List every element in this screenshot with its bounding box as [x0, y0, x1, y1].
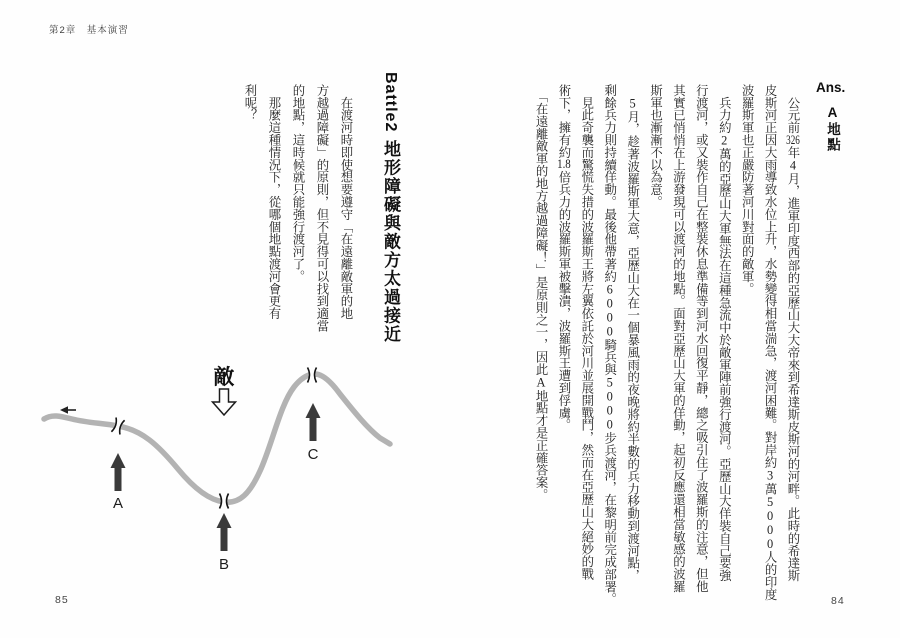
text-column: 「在遠離敵軍的地方越過障礙！」是原則之一，因此A地點才是正確答案。 [534, 84, 549, 502]
text-column: 其實已悄悄在上游發現可以渡河的地點。面對亞歷山大軍的佯動，起初反應還相當敏感的波羅 [671, 84, 686, 593]
text-column: 見此奇襲而驚慌失措的波羅斯王將左翼依託於河川並展開戰鬥，然而在亞歷山大絕妙的戰 [579, 84, 594, 580]
text-column: 術下，擁有約1.8倍兵力的波羅斯軍被擊潰，波羅斯王遭到俘虜。 [556, 84, 571, 432]
enemy-direction-arrow-icon [213, 389, 236, 415]
river-diagram [40, 353, 396, 588]
flow-direction-arrow-icon [60, 406, 76, 414]
battle-title [377, 72, 403, 344]
right-page-body [529, 84, 804, 605]
text-column: 利呢？ [243, 84, 257, 122]
point-a-label: A [112, 495, 124, 512]
text-column: 剩餘兵力則持續佯動。最後他帶著約6000騎兵與5000步兵渡河，在黎明前完成部署。 [602, 84, 617, 606]
text-column: 皮斯河正因大雨導致水位上升，水勢變得相當湍急，渡河困難。對岸約3萬5000人的印度 [763, 84, 778, 601]
battle-title-text: 地形障礙與敵方太過接近 [381, 140, 400, 344]
crossing-mark-b [220, 494, 229, 509]
point-b-arrow-icon [217, 513, 232, 551]
text-column: 的地點，這時候就只能強行渡河了。 [291, 84, 305, 283]
page-number-left: 85 [55, 594, 69, 606]
text-column: 公元前326年4月，進軍印度西部的亞歷山大大帝來到希達斯皮斯河的河畔。此時的希達斯 [786, 84, 800, 582]
text-column: 方越過障礙」的原則，但不見得可以找到適當 [315, 84, 329, 332]
battle-number-label: Battle2 [382, 72, 399, 133]
text-column: 5月，趁著波羅斯軍大意，亞歷山大在一個暴風雨的夜晚將約半數的兵力移動到渡河點， [625, 96, 640, 582]
river-line [44, 374, 390, 502]
answer-value: A地點 [825, 105, 840, 153]
enemy-label: 敵 [213, 366, 235, 389]
text-column: 兵力約2萬的亞歷山大軍無法在這種急流中於敵軍陣前強行渡河。亞歷山大佯裝自己要強 [717, 84, 732, 582]
text-column: 行渡河，或又裝作自己在整裝休息準備等到河水回復平靜，總之吸引住了波羅斯的注意，但他 [694, 84, 709, 593]
page-number-right: 84 [831, 595, 845, 607]
chapter-header: 第2章 基本演習 [49, 25, 129, 36]
left-page-body [238, 84, 358, 332]
answer-label: Ans. [816, 80, 846, 95]
crossing-mark-c [308, 368, 317, 383]
text-column: 斯軍也漸漸不以為意。 [648, 84, 663, 208]
point-c-label: C [307, 446, 319, 463]
point-a-arrow-icon [111, 453, 126, 491]
text-column: 那麼這種情況下，從哪個地點渡河會更有 [267, 84, 281, 320]
point-b-label: B [218, 556, 230, 573]
text-column: 在渡河時即使想要遵守「在遠離敵軍的地 [339, 84, 353, 320]
text-column: 波羅斯軍也正嚴防著河川對面的敵軍。 [740, 84, 755, 295]
point-c-arrow-icon [306, 403, 321, 441]
